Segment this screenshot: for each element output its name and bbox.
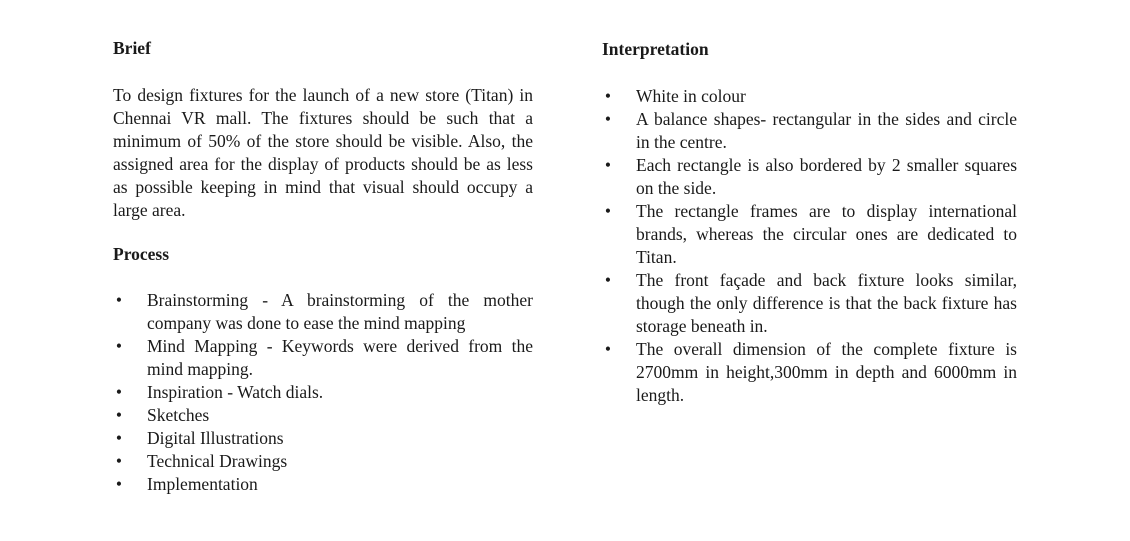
- list-item: [113, 381, 533, 404]
- list-item-text: Sketches: [147, 405, 210, 425]
- bullet-icon: •: [604, 270, 612, 290]
- list-item: [113, 427, 533, 450]
- bullet-icon: •: [115, 405, 123, 425]
- list-item: [113, 335, 533, 381]
- list-item-text: A balance shapes- rectangular in the sides and circle in the centre.: [636, 109, 1017, 152]
- process-list: [113, 289, 533, 496]
- interpretation-heading: Interpretation: [602, 39, 709, 59]
- bullet-icon: •: [604, 155, 612, 175]
- bullet-icon: •: [604, 109, 612, 129]
- list-item-text: Technical Drawings: [147, 451, 288, 471]
- list-item-text: The overall dimension of the complete fixture is 2700mm in height,300mm in depth and 6000mm in length.: [636, 339, 1017, 405]
- list-item: [602, 154, 1017, 200]
- bullet-icon: •: [115, 451, 123, 471]
- list-item-text: Each rectangle is also bordered by 2 smaller squares on the side.: [636, 155, 1017, 198]
- list-item-text: White in colour: [636, 86, 746, 106]
- bullet-icon: •: [115, 290, 123, 310]
- list-item: [602, 200, 1017, 269]
- brief-paragraph: To design fixtures for the launch of a new store (Titan) in Chennai VR mall. The fixtures should be such that a minimum of 50% of the store should be visible. Also, the assigned area for the display of products should be as less as possible keeping in mind that visual should occupy a large area.: [113, 85, 533, 220]
- bullet-icon: •: [115, 428, 123, 448]
- list-item: [602, 338, 1017, 407]
- bullet-icon: •: [604, 339, 612, 359]
- bullet-icon: •: [115, 336, 123, 356]
- bullet-icon: •: [604, 201, 612, 221]
- list-item-text: The front façade and back fixture looks similar, though the only difference is that the back fixture has storage beneath in.: [636, 270, 1017, 336]
- brief-heading: Brief: [113, 38, 151, 58]
- list-item: [113, 473, 533, 496]
- bullet-icon: •: [115, 382, 123, 402]
- list-item: [113, 450, 533, 473]
- list-item: [602, 85, 1017, 108]
- list-item-text: Digital Illustrations: [147, 428, 284, 448]
- bullet-icon: •: [604, 86, 612, 106]
- list-item-text: The rectangle frames are to display international brands, whereas the circular ones are dedicated to Titan.: [636, 201, 1017, 267]
- process-heading: Process: [113, 244, 170, 264]
- list-item-text: Mind Mapping - Keywords were derived from the mind mapping.: [147, 336, 533, 379]
- list-item-text: Implementation: [147, 474, 258, 494]
- interpretation-list: [602, 85, 1017, 407]
- list-item: [602, 108, 1017, 154]
- list-item: [113, 404, 533, 427]
- list-item: [113, 289, 533, 335]
- bullet-icon: •: [115, 474, 123, 494]
- list-item: [602, 269, 1017, 338]
- list-item-text: Inspiration - Watch dials.: [147, 382, 324, 402]
- list-item-text: Brainstorming - A brainstorming of the mother company was done to ease the mind mapping: [147, 290, 533, 333]
